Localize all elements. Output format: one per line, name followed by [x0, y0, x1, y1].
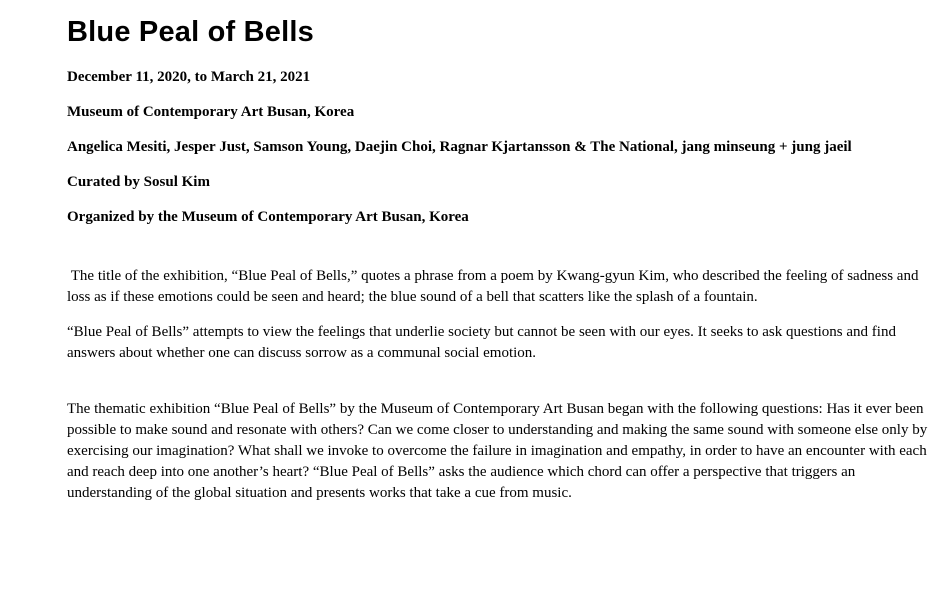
exhibition-venue: Museum of Contemporary Art Busan, Korea — [67, 104, 355, 120]
body-paragraph-1: The title of the exhibition, “Blue Peal of Bells,” quotes a phrase from a poem by Kwang-gyun Kim, who described the feeling of sadness and loss as if these emotions could be seen and heard; the blue sound of a bell that scatters like the splash of a fountain. — [67, 268, 923, 305]
exhibition-title: Blue Peal of Bells — [67, 16, 314, 48]
body-paragraph-2: “Blue Peal of Bells” attempts to view the feelings that underlie society but cannot be seen with our eyes. It seeks to ask questions and find answers about whether one can discuss sorrow as a communal social emotion. — [67, 324, 896, 361]
exhibition-dates: December 11, 2020, to March 21, 2021 — [67, 69, 311, 85]
body-paragraph-3: The thematic exhibition “Blue Peal of Bells” by the Museum of Contemporary Art Busan began with the following questions: Has it ever been possible to make sound and resonate with others? Can we come closer to understanding and making the same sound with someone else only by exercising our imagination? What shall we invoke to overcome the failure in imagination and empathy, in order to have an encounter with each and reach deep into one another’s heart? “Blue Peal of Bells” asks the audience which chord can offer a perspective that triggers an understanding of the global situation and presents works that take a cue from music. — [67, 401, 928, 501]
exhibition-curator: Curated by Sosul Kim — [67, 174, 210, 190]
exhibition-organizer: Organized by the Museum of Contemporary Art Busan, Korea — [67, 209, 469, 225]
exhibition-artists: Angelica Mesiti, Jesper Just, Samson Young, Daejin Choi, Ragnar Kjartansson & The National, jang minseung + jung jaeil — [67, 139, 852, 155]
document-content — [67, 14, 933, 518]
